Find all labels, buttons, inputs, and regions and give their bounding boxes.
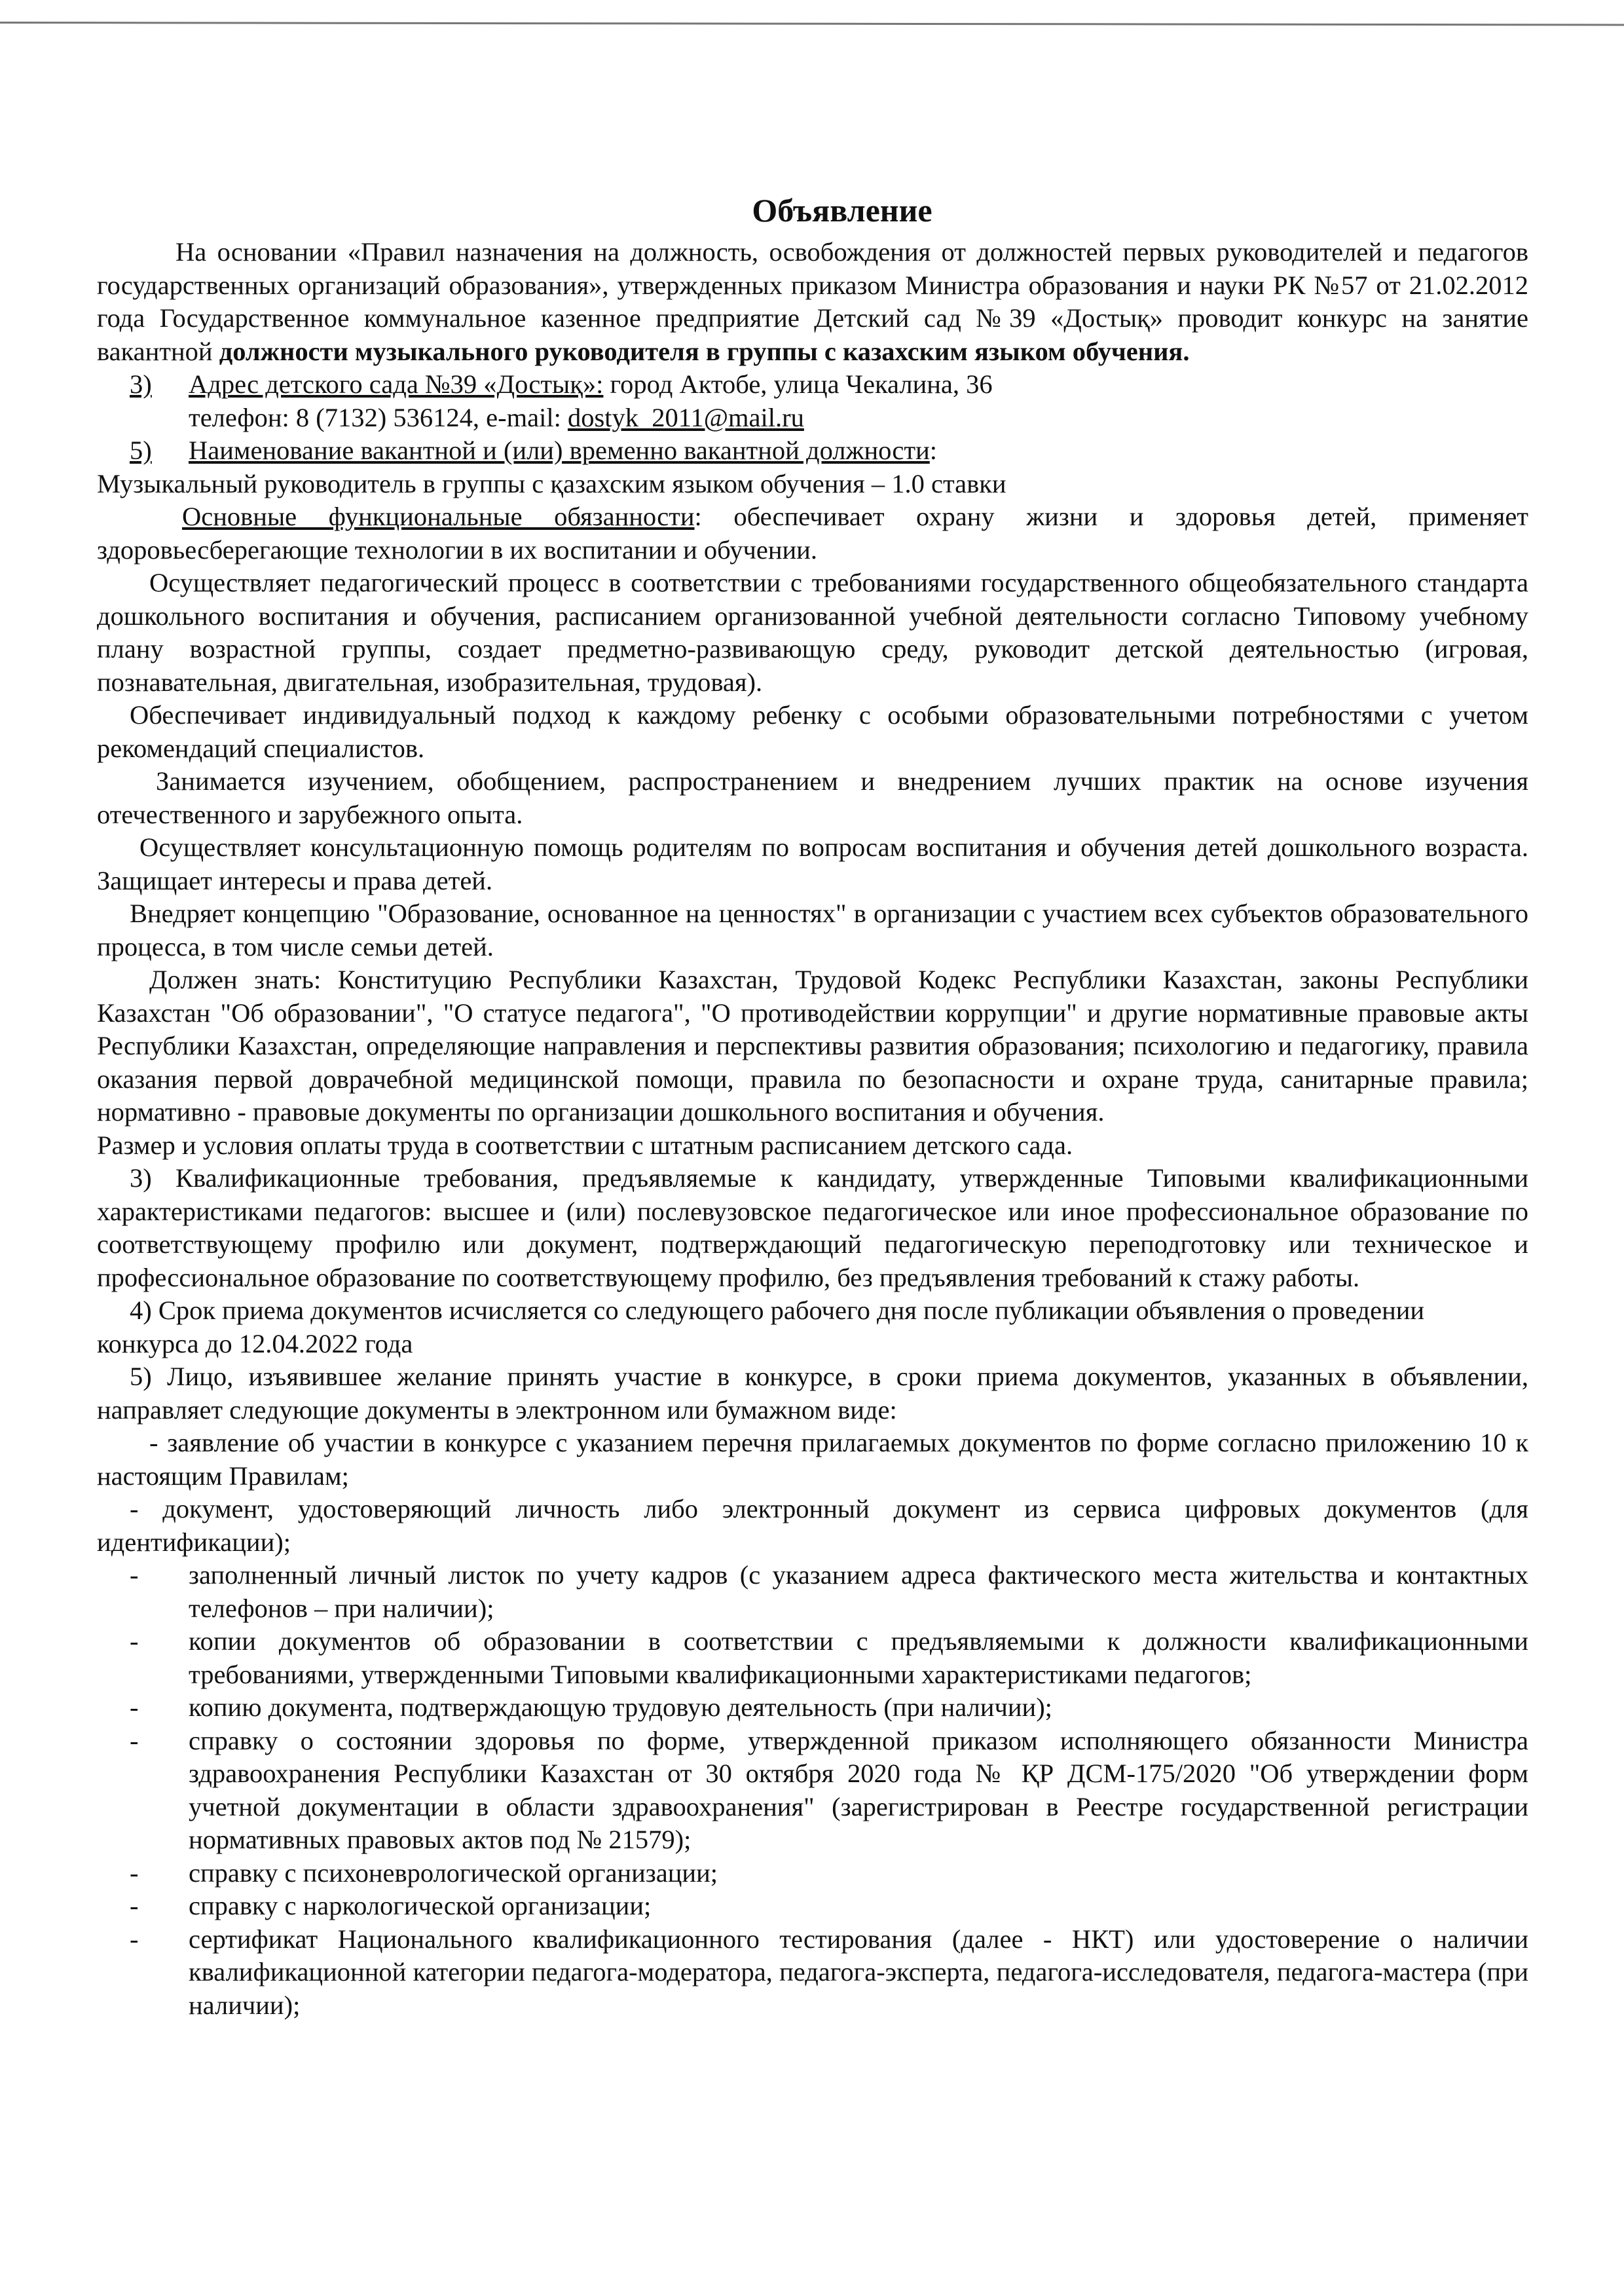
document-title: Объявление	[752, 192, 932, 229]
list-item	[97, 1625, 1528, 1691]
documents-list	[97, 1559, 1528, 2022]
dash-marker: -	[130, 1924, 139, 1954]
address-label: Адрес детского сада №39 «Достық»:	[189, 369, 604, 399]
dash-marker: -	[130, 1891, 139, 1920]
doc-application: - заявление об участии в конкурсе с указанием перечня прилагаемых документов по форме согласно приложению 10 к настоящим Правилам;	[97, 1428, 1528, 1491]
intro-text: На основании «Правил назначения на должность, освобождения от должностей первых руководителей и педагогов государственных организаций образования», утвержденных приказом Министра образования и науки РК №57 от 21.02.2012 года Государственное коммунальное казенное предприятие Детский сад №39 «Достық» проводит конкурс на занятие вакантной	[97, 237, 1528, 366]
duty-paragraph-3: Занимается изучением, обобщением, распространением и внедрением лучших практик на основе изучения отечественного и зарубежного опыта.	[97, 766, 1528, 829]
list-item	[97, 1857, 1528, 1890]
address-item	[97, 368, 1528, 401]
duties-label: Основные функциональные обязанности	[182, 502, 695, 531]
list-item	[97, 1890, 1528, 1923]
contact-line	[97, 401, 1528, 435]
position-number: 5)	[130, 436, 152, 465]
list-item-text: справку о состоянии здоровья по форме, утвержденной приказом исполняющего обязанности Министра здравоохранения Республики Казахстан от 30 октября 2020 года № ҚР ДСМ-175/2020 "Об утверждении форм учетной документации в области здравоохранения" (зарегистрирован в Реестре государственной регистрации нормативных правовых актов под № 21579);	[189, 1725, 1528, 1854]
salary-paragraph: Размер и условия оплаты труда в соответствии с штатным расписанием детского сада.	[97, 1130, 1073, 1160]
scan-border-line	[0, 22, 1624, 26]
intro-paragraph	[97, 236, 1528, 368]
qualification-paragraph: 3) Квалификационные требования, предъявляемые к кандидату, утвержденные Типовыми квалификационными характеристиками педагогов: высшее и (или) послевузовское педагогическое или иное профессиональное образование по соответствующему профилю или документ, подтверждающий педагогическую переподготовку или техническое и профессиональное образование по соответствующему профилю, без предъявления требований к стажу работы.	[97, 1163, 1528, 1292]
deadline-paragraph: 4) Срок приема документов исчисляется со следующего рабочего дня после публикации объявления о проведении конкурса до 12.04.2022 года	[97, 1296, 1425, 1358]
dash-marker: -	[130, 1626, 139, 1656]
list-item-text: копии документов об образовании в соответствии с предъявляемыми к должности квалификационными требованиями, утвержденными Типовыми квалификационными характеристиками педагогов;	[189, 1626, 1528, 1689]
dash-marker: -	[130, 1560, 139, 1590]
address-value: город Актобе, улица Чекалина, 36	[603, 369, 993, 399]
must-know-paragraph: Должен знать: Конституцию Республики Казахстан, Трудовой Кодекс Республики Казахстан, законы Республики Казахстан "Об образовании", "О статусе педагога", "О противодействии коррупции" и другие нормативные правовые акты Республики Казахстан, определяющие направления и перспективы развития образования; психологию и педагогику, правила оказания первой доврачебной медицинской помощи, правила по безопасности и охране труда, санитарные правила; нормативно - правовые документы по организации дошкольного воспитания и обучения.	[97, 965, 1528, 1127]
list-item-text: справку с наркологической организации;	[189, 1891, 652, 1920]
email-link[interactable]: dostyk_2011@mail.ru	[567, 402, 804, 432]
duty-paragraph-5: Внедряет концепцию "Образование, основанное на ценностях" в организации с участием всех субъектов образовательного процесса, в том числе семьи детей.	[97, 899, 1528, 961]
dash-marker: -	[130, 1857, 139, 1888]
duty-paragraph-1: Осуществляет педагогический процесс в соответствии с требованиями государственного общеобязательного стандарта дошкольного воспитания и обучения, расписанием организованной учебной деятельности согласно Типовому учебному плану возрастной группы, создает предметно-развивающую среду, руководит детской деятельностью (игровая, познавательная, двигательная, изобразительная, трудовая).	[97, 568, 1528, 697]
phone-text: телефон: 8 (7132) 536124, e-mail:	[189, 402, 568, 432]
documents-intro-paragraph: 5) Лицо, изъявившее желание принять участие в конкурсе, в сроки приема документов, указанных в объявлении, направляет следующие документы в электронном или бумажном виде:	[97, 1362, 1528, 1425]
doc-identity: - документ, удостоверяющий личность либо электронный документ из сервиса цифровых документов (для идентификации);	[97, 1494, 1528, 1557]
dash-marker: -	[130, 1725, 139, 1755]
list-item-text: копию документа, подтверждающую трудовую деятельность (при наличии);	[189, 1692, 1052, 1722]
dash-marker: -	[130, 1692, 139, 1722]
position-item	[97, 434, 1528, 468]
position-colon: :	[929, 436, 938, 465]
list-item-text: сертификат Национального квалификационного тестирования (далее - НКТ) или удостоверение о наличии квалификационной категории педагога-модератора, педагога-эксперта, педагога-исследователя, педагога-мастера (при наличии);	[189, 1924, 1528, 2020]
duty-paragraph-4: Осуществляет консультационную помощь родителям по вопросам воспитания и обучения детей дошкольного возраста. Защищает интересы и права детей.	[97, 832, 1528, 895]
list-item	[97, 1725, 1528, 1857]
list-item-text: заполненный личный листок по учету кадров (с указанием адреса фактического места жительства и контактных телефонов – при наличии);	[189, 1560, 1528, 1623]
list-item	[97, 1559, 1528, 1625]
address-number: 3)	[130, 369, 152, 399]
position-label: Наименование вакантной и (или) временно вакантной должности	[189, 436, 930, 465]
duties-text: : обеспечивает охрану жизни и здоровья детей, применяет здоровьесберегающие технологии в их воспитании и обучении.	[97, 502, 1528, 565]
announcement-page	[97, 190, 1528, 2022]
duty-paragraph-2: Обеспечивает индивидуальный подход к каждому ребенку с особыми образовательными потребностями с учетом рекомендаций специалистов.	[97, 700, 1528, 763]
list-item	[97, 1923, 1528, 2023]
list-item-text: справку с психоневрологической организации;	[189, 1857, 718, 1888]
position-value: Музыкальный руководитель в группы с қазахским языком обучения – 1.0 ставки	[97, 468, 1006, 498]
intro-bold-position: должности музыкального руководителя в группы с казахским языком обучения.	[219, 336, 1190, 366]
list-item	[97, 1691, 1528, 1725]
duties-paragraph	[97, 500, 1528, 567]
